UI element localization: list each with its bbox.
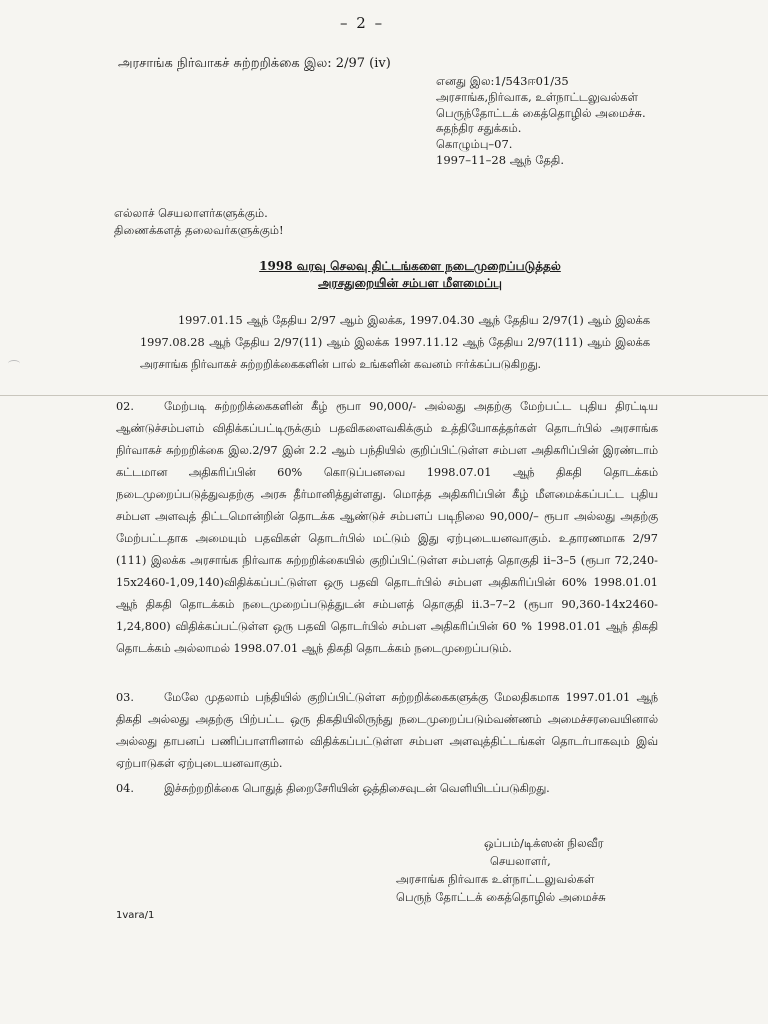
paragraph-04 — [116, 778, 658, 800]
signatory-ministry-2: பெருந் தோட்டக் கைத்தொழில் அமைச்சு — [396, 890, 606, 904]
addressee-heads: திணைக்களத் தலைவர்களுக்கும்! — [114, 223, 284, 237]
document-title — [225, 258, 595, 292]
date-line: 1997–11–28 ஆந் தேதி. — [436, 152, 564, 167]
paragraph-number: 04. — [116, 782, 134, 795]
ministry-name: அரசாங்க,நிர்வாக, உள்நாட்டலுவல்கள் — [436, 89, 639, 104]
reference-number: எனது இல:1/543ஈ01/35 — [436, 74, 569, 88]
paragraph-text: மேலே முதலாம் பந்தியில் குறிப்பிட்டுள்ள சுற்றறிக்கைகளுக்கு மேலதிகமாக 1997.01.01 ஆந் திகதி அல்லது அதற்கு பிற்பட்ட ஒரு திகதியிலிருந்து நடைமுறைப்படும்வண்ணம் அமைச்சரவையினால் அல்லது தாபனப் பணிப்பாளரினால் விதிக்கப்பட்டுள்ள சம்பள அளவுத்திட்டங்கள் தொடர்பாகவும் இவ் ஏற்பாடுகள் ஏற்புடையனவாகும். — [116, 691, 658, 770]
signatory-designation: செயலாளர், — [490, 854, 551, 868]
signatory-ministry-1: அரசாங்க நிர்வாக உள்நாட்டலுவல்கள் — [396, 872, 595, 886]
punch-hole-mark — [8, 360, 20, 367]
circular-number: அரசாங்க நிர்வாகச் சுற்றறிக்கை இல: 2/97 (iv) — [118, 56, 391, 71]
paragraph-text: மேற்படி சுற்றறிக்கைகளின் கீழ் ரூபா 90,000/- அல்லது அதற்கு மேற்பட்ட புதிய திரட்டிய ஆண்டுச்சம்பளம் விதிக்கப்பட்டிருக்கும் பதவிகளைவகிக்கும் உத்தியோகத்தர்கள் தொடர்பில் அரசாங்க நிர்வாகச் சுற்றறிக்கை இல.2/97 இன் 2.2 ஆம் பந்தியில் குறிப்பிட்டுள்ள சம்பள அதிகரிப்பின் இரண்டாம் கட்டமான அதிகரிப்பின் 60% கொடுப்பனவை 1998.07.01 ஆந் திகதி தொடக்கம் நடைமுறைப்படுத்துவதற்கு அரசு தீர்மானித்துள்ளது. மொத்த அதிகரிப்பின் கீழ் மீளமைக்கப்பட்ட புதிய சம்பள அளவுத் திட்டமொன்றின் தொடக்க ஆண்டுச் சம்பளப் படிநிலை 90,000/– ரூபா அல்லது அதற்கு மேற்பட்டதாக அமையும் பதவிகள் தொடர்பில் மட்டும் இது ஏற்புடையனவாகும். உதாரணமாக 2/97 (111) இலக்க அரசாங்க நிர்வாக சுற்றறிக்கையில் குறிப்பிட்டுள்ள சம்பளத் தொகுதி ii–3–5 (ரூபா 72,240-15x2460-1,09,140)விதிக்கப்பட்டுள்ள ஒரு பதவி தொடர்பில் சம்பள அதிகரிப்பின் 60% 1998.01.01 ஆந் திகதி தொடக்கம் நடைமுறைப்படுத்துடன் சம்பளத் தொகுதி ii.3–7–2 (ரூபா 90,360-14x2460-1,24,800) விதிக்கப்பட்டுள்ள ஒரு பதவி தொடர்பில் சம்பள அதிகரிப்பின் 60 % 1998.01.01 ஆந் திகதி தொடக்கம் அல்லாமல் 1998.07.01 ஆந் திகதி தொடக்கம் நடைமுறைப்படும். — [116, 400, 658, 655]
reference-block — [436, 74, 646, 169]
addressee-block — [114, 205, 284, 239]
intro-paragraph: 1997.01.15 ஆந் தேதிய 2/97 ஆம் இலக்க, 1997.04.30 ஆந் தேதிய 2/97(1) ஆம் இலக்க 1997.08.28 ஆந் தேதிய 2/97(11) ஆம் இலக்க 1997.11.12 ஆந் தேதிய 2/97(111) ஆம் இலக்க அரசாங்க நிர்வாகச் சுற்றறிக்கைகளின் பால் உங்களின் கவனம் ஈர்க்கப்படுகிறது. — [140, 314, 650, 371]
addressee-secretaries: எல்லாச் செயலாளர்களுக்கும். — [114, 206, 268, 220]
page-number: – 2 – — [340, 14, 385, 32]
city-line: கொழும்பு–07. — [436, 137, 513, 152]
address-line: சுதந்திர சதுக்கம். — [436, 121, 522, 136]
paragraph-number: 02. — [116, 400, 134, 413]
paragraph-02 — [116, 396, 658, 660]
title-line-1: 1998 வரவு செலவு திட்டங்களை நடைமுறைப்படுத்தல் — [259, 259, 561, 273]
footer-file-code: 1vara/1 — [116, 910, 155, 921]
paragraph-number: 03. — [116, 691, 134, 704]
ministry-name-cont: பெருந்தோட்டக் கைத்தொழில் அமைச்சு. — [436, 105, 646, 120]
signatory-name: ஒப்பம்/டிக்ஸன் நிலவீர — [484, 836, 604, 850]
paragraph-03 — [116, 687, 658, 775]
signature-block — [396, 834, 606, 906]
title-line-2: அரசதுறையின் சம்பள மீளமைப்பு — [318, 276, 502, 290]
paragraph-text: இச்சுற்றறிக்கை பொதுத் திறைசேரியின் ஒத்திசைவுடன் வெளியிடப்படுகிறது. — [164, 782, 550, 795]
